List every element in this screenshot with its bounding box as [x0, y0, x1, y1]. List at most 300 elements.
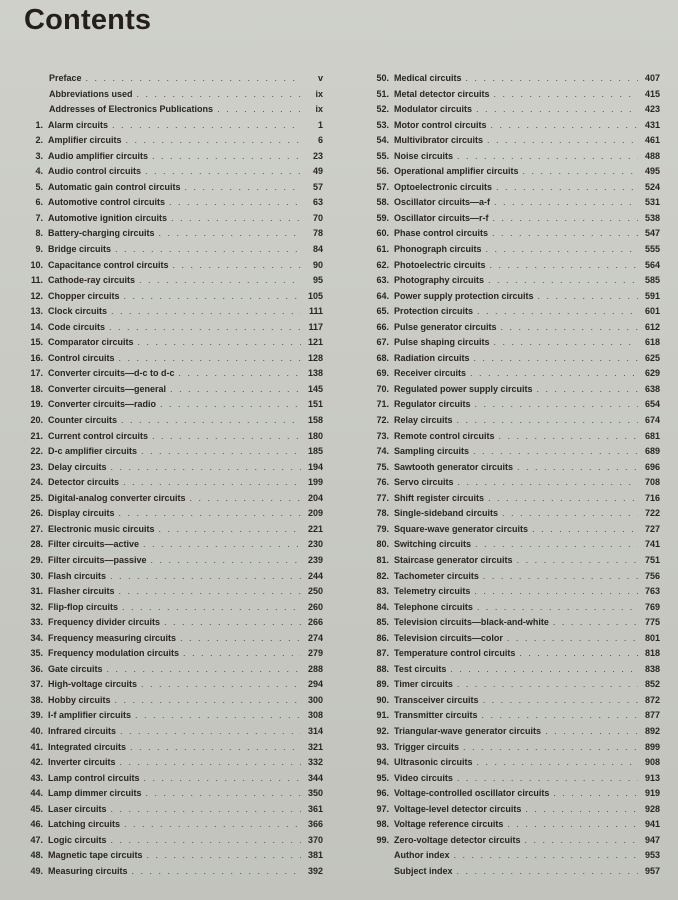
- toc-entry: [18, 537, 323, 553]
- entry-number: 20.: [30, 415, 43, 426]
- entry-title: Abbreviations used: [49, 88, 133, 99]
- entry-page-number: 415: [644, 88, 660, 99]
- toc-entry: [18, 351, 323, 367]
- entry-title: Automotive control circuits: [48, 197, 166, 208]
- entry-number: 13.: [30, 306, 43, 317]
- entry-title: Television circuits—black-and-white: [394, 617, 549, 628]
- entry-page-number: ix: [315, 88, 323, 99]
- entry-number: 42.: [30, 757, 43, 768]
- toc-entry: [18, 631, 323, 647]
- leader-dots: [477, 755, 638, 771]
- leader-dots: [145, 164, 301, 180]
- entry-title: Detector circuits: [48, 477, 120, 488]
- entry-title: Temperature control circuits: [394, 648, 516, 659]
- entry-page-number: 547: [644, 228, 660, 239]
- entry-number: 33.: [30, 617, 43, 628]
- entry-title: Tachometer circuits: [394, 570, 479, 581]
- toc-entry: [18, 133, 323, 149]
- toc-entry: [18, 258, 323, 274]
- entry-title: Protection circuits: [394, 306, 474, 317]
- toc-entry: [364, 553, 660, 569]
- entry-number: 97.: [376, 803, 389, 814]
- leader-dots: [457, 771, 638, 787]
- leader-dots: [169, 195, 301, 211]
- toc-entry: [364, 304, 660, 320]
- entry-title: High-voltage circuits: [48, 679, 138, 690]
- entry-page-number: 84: [312, 244, 323, 255]
- entry-page-number: 531: [644, 197, 660, 208]
- toc-entry: [18, 848, 323, 864]
- toc-entry: [18, 320, 323, 336]
- entry-page-number: 769: [644, 601, 660, 612]
- entry-number: 23.: [30, 461, 43, 472]
- entry-title: Hobby circuits: [48, 694, 111, 705]
- entry-number: 40.: [30, 725, 43, 736]
- leader-dots: [474, 584, 638, 600]
- toc-entry: [18, 460, 323, 476]
- entry-page-number: 95: [312, 275, 323, 286]
- entry-number: 68.: [376, 352, 389, 363]
- leader-dots: [122, 600, 301, 616]
- entry-page-number: 696: [644, 461, 660, 472]
- leader-dots: [120, 755, 301, 771]
- entry-title: Cathode-ray circuits: [48, 275, 136, 286]
- toc-entry: [364, 615, 660, 631]
- entry-page-number: 314: [307, 725, 323, 736]
- entry-page-number: 913: [644, 772, 660, 783]
- toc-entry: [364, 600, 660, 616]
- entry-number: 98.: [376, 819, 389, 830]
- entry-page-number: 947: [644, 834, 660, 845]
- entry-number: 82.: [376, 570, 389, 581]
- entry-title: Subject index: [394, 865, 453, 876]
- entry-number: 6.: [35, 197, 43, 208]
- toc-entry: [364, 522, 660, 538]
- leader-dots: [545, 724, 638, 740]
- toc-entry: [18, 429, 323, 445]
- entry-page-number: ix: [315, 104, 323, 115]
- entry-title: Electronic music circuits: [48, 523, 155, 534]
- toc-entry: [364, 491, 660, 507]
- toc-entry: [364, 864, 660, 880]
- toc-entry: [364, 71, 660, 87]
- entry-title: Flip-flop circuits: [48, 601, 119, 612]
- leader-dots: [190, 491, 301, 507]
- entry-page-number: 288: [307, 663, 323, 674]
- entry-number: 78.: [376, 508, 389, 519]
- entry-title: Clock circuits: [48, 306, 108, 317]
- entry-number: 62.: [376, 259, 389, 270]
- leader-dots: [499, 429, 638, 445]
- toc-entry: [18, 382, 323, 398]
- leader-dots: [164, 615, 301, 631]
- entry-number: 81.: [376, 554, 389, 565]
- entry-page-number: 957: [644, 865, 660, 876]
- entry-page-number: 585: [644, 275, 660, 286]
- entry-number: 14.: [30, 321, 43, 332]
- leader-dots: [138, 335, 301, 351]
- entry-title: Switching circuits: [394, 539, 472, 550]
- leader-dots: [525, 833, 638, 849]
- entry-title: Square-wave generator circuits: [394, 523, 529, 534]
- toc-entry: [364, 273, 660, 289]
- entry-title: Medical circuits: [394, 73, 462, 83]
- entry-title: Delay circuits: [48, 461, 107, 472]
- toc-entry: [18, 786, 323, 802]
- leader-dots: [141, 677, 301, 693]
- leader-dots: [458, 475, 638, 491]
- leader-dots: [475, 397, 638, 413]
- entry-title: Remote control circuits: [394, 430, 495, 441]
- leader-dots: [473, 444, 638, 460]
- toc-entry: [18, 87, 323, 103]
- entry-number: 50.: [376, 73, 389, 83]
- entry-page-number: 344: [307, 772, 323, 783]
- toc-entry: [364, 506, 660, 522]
- leader-dots: [119, 351, 301, 367]
- entry-title: Latching circuits: [48, 819, 121, 830]
- leader-dots: [119, 506, 301, 522]
- leader-dots: [466, 71, 638, 87]
- entry-page-number: 49: [312, 166, 323, 177]
- entry-number: 43.: [30, 772, 43, 783]
- entry-title: Photography circuits: [394, 275, 485, 286]
- leader-dots: [457, 149, 638, 165]
- entry-page-number: 70: [312, 212, 323, 223]
- entry-page-number: 381: [307, 850, 323, 861]
- entry-number: 29.: [30, 554, 43, 565]
- toc-entry: [364, 382, 660, 398]
- entry-page-number: 366: [307, 819, 323, 830]
- entry-title: Preface: [49, 73, 82, 83]
- toc-entry: [18, 740, 323, 756]
- toc-entry: [364, 289, 660, 305]
- entry-title: Motor control circuits: [394, 119, 487, 130]
- entry-number: 84.: [376, 601, 389, 612]
- leader-dots: [179, 366, 301, 382]
- entry-page-number: 423: [644, 104, 660, 115]
- entry-page-number: 138: [307, 368, 323, 379]
- leader-dots: [159, 522, 301, 538]
- entry-page-number: 919: [644, 788, 660, 799]
- toc-entry: [364, 258, 660, 274]
- leader-dots: [124, 289, 301, 305]
- toc-entry: [18, 71, 323, 87]
- contents-column-left: [18, 71, 323, 879]
- entry-page-number: 818: [644, 648, 660, 659]
- leader-dots: [483, 693, 638, 709]
- leader-dots: [183, 646, 301, 662]
- entry-title: Transceiver circuits: [394, 694, 479, 705]
- toc-entry: [18, 802, 323, 818]
- entry-page-number: 199: [307, 477, 323, 488]
- toc-entry: [18, 289, 323, 305]
- entry-number: 26.: [30, 508, 43, 519]
- leader-dots: [151, 553, 301, 569]
- entry-title: Oscillator circuits—r-f: [394, 212, 489, 223]
- entry-page-number: 361: [307, 803, 323, 814]
- entry-number: 64.: [376, 290, 389, 301]
- entry-number: 41.: [30, 741, 43, 752]
- toc-entry: [364, 569, 660, 585]
- toc-entry: [18, 600, 323, 616]
- toc-entry: [18, 615, 323, 631]
- leader-dots: [494, 87, 638, 103]
- toc-entry: [18, 164, 323, 180]
- entry-number: 71.: [376, 399, 389, 410]
- entry-title: Converter circuits—d-c to d-c: [48, 368, 175, 379]
- leader-dots: [119, 584, 301, 600]
- entry-number: 80.: [376, 539, 389, 550]
- toc-entry: [364, 195, 660, 211]
- entry-number: 46.: [30, 819, 43, 830]
- entry-page-number: 838: [644, 663, 660, 674]
- toc-entry: [18, 522, 323, 538]
- entry-number: 85.: [376, 617, 389, 628]
- leader-dots: [143, 537, 301, 553]
- toc-entry: [18, 413, 323, 429]
- entry-page-number: 90: [312, 259, 323, 270]
- entry-title: Test circuits: [394, 663, 447, 674]
- entry-page-number: 591: [644, 290, 660, 301]
- entry-title: Optoelectronic circuits: [394, 181, 493, 192]
- entry-title: Video circuits: [394, 772, 453, 783]
- entry-title: I-f amplifier circuits: [48, 710, 132, 721]
- entry-number: 27.: [30, 523, 43, 534]
- entry-page-number: 78: [312, 228, 323, 239]
- entry-page-number: 872: [644, 694, 660, 705]
- toc-entry: [364, 584, 660, 600]
- entry-title: Infrared circuits: [48, 725, 117, 736]
- leader-dots: [111, 802, 301, 818]
- entry-number: 99.: [376, 834, 389, 845]
- entry-page-number: 708: [644, 477, 660, 488]
- entry-page-number: 63: [312, 197, 323, 208]
- entry-number: 89.: [376, 679, 389, 690]
- entry-number: 24.: [30, 477, 43, 488]
- entry-page-number: 751: [644, 554, 660, 565]
- entry-page-number: 145: [307, 383, 323, 394]
- entry-page-number: 716: [644, 492, 660, 503]
- entry-number: 45.: [30, 803, 43, 814]
- entry-number: 65.: [376, 306, 389, 317]
- leader-dots: [463, 740, 638, 756]
- toc-entry: [18, 506, 323, 522]
- leader-dots: [483, 569, 638, 585]
- entry-title: Chopper circuits: [48, 290, 120, 301]
- entry-title: Voltage-controlled oscillator circuits: [394, 788, 550, 799]
- leader-dots: [141, 444, 301, 460]
- entry-number: 35.: [30, 648, 43, 659]
- entry-number: 44.: [30, 788, 43, 799]
- leader-dots: [109, 320, 301, 336]
- entry-title: Telephone circuits: [394, 601, 473, 612]
- leader-dots: [170, 382, 301, 398]
- entry-title: Author index: [394, 850, 450, 861]
- entry-number: 3.: [35, 150, 43, 161]
- leader-dots: [130, 740, 301, 756]
- entry-number: 59.: [376, 212, 389, 223]
- entry-title: Automotive ignition circuits: [48, 212, 168, 223]
- leader-dots: [107, 662, 301, 678]
- leader-dots: [135, 708, 301, 724]
- entry-number: 11.: [30, 275, 43, 286]
- entry-number: 61.: [376, 244, 389, 255]
- toc-entry: [18, 366, 323, 382]
- toc-entry: [364, 460, 660, 476]
- entry-page-number: 431: [644, 119, 660, 130]
- leader-dots: [477, 304, 638, 320]
- toc-entry: [18, 677, 323, 693]
- entry-number: 47.: [30, 834, 43, 845]
- entry-page-number: 266: [307, 617, 323, 628]
- toc-entry: [364, 226, 660, 242]
- entry-title: Oscillator circuits—a-f: [394, 197, 491, 208]
- leader-dots: [474, 351, 638, 367]
- entry-number: 34.: [30, 632, 43, 643]
- entry-page-number: 250: [307, 586, 323, 597]
- entry-page-number: 629: [644, 368, 660, 379]
- entry-number: 5.: [35, 181, 43, 192]
- entry-title: Alarm circuits: [48, 119, 109, 130]
- entry-title: Receiver circuits: [394, 368, 467, 379]
- toc-entry: [364, 351, 660, 367]
- entry-page-number: 689: [644, 446, 660, 457]
- entry-page-number: 953: [644, 850, 660, 861]
- entry-number: 83.: [376, 586, 389, 597]
- entry-page-number: 194: [307, 461, 323, 472]
- leader-dots: [111, 460, 301, 476]
- toc-entry: [364, 475, 660, 491]
- toc-entry: [18, 569, 323, 585]
- leader-dots: [454, 848, 639, 864]
- entry-title: Magnetic tape circuits: [48, 850, 143, 861]
- entry-page-number: 722: [644, 508, 660, 519]
- entry-number: 9.: [35, 244, 43, 255]
- entry-title: Power supply protection circuits: [394, 290, 534, 301]
- toc-entry: [364, 786, 660, 802]
- entry-title: Logic circuits: [48, 834, 107, 845]
- toc-entry: [18, 708, 323, 724]
- leader-dots: [457, 864, 638, 880]
- entry-title: Counter circuits: [48, 415, 118, 426]
- entry-page-number: 370: [307, 834, 323, 845]
- entry-page-number: 899: [644, 741, 660, 752]
- toc-entry: [18, 149, 323, 165]
- leader-dots: [486, 242, 638, 258]
- entry-title: Phonograph circuits: [394, 244, 482, 255]
- entry-page-number: 321: [307, 741, 323, 752]
- toc-entry: [364, 444, 660, 460]
- entry-number: 58.: [376, 197, 389, 208]
- entry-title: Lamp control circuits: [48, 772, 140, 783]
- entry-page-number: 538: [644, 212, 660, 223]
- leader-dots: [494, 335, 638, 351]
- toc-entry: [18, 864, 323, 880]
- toc-entry: [18, 273, 323, 289]
- toc-entry: [18, 584, 323, 600]
- leader-dots: [132, 864, 301, 880]
- entry-title: D-c amplifier circuits: [48, 446, 138, 457]
- leader-dots: [126, 133, 301, 149]
- leader-dots: [482, 708, 638, 724]
- entry-number: 15.: [30, 337, 43, 348]
- leader-dots: [111, 304, 301, 320]
- entry-title: Phase control circuits: [394, 228, 489, 239]
- entry-number: 30.: [30, 570, 43, 581]
- toc-entry: [364, 413, 660, 429]
- entry-page-number: 941: [644, 819, 660, 830]
- entry-title: Regulated power supply circuits: [394, 383, 533, 394]
- toc-entry: [18, 242, 323, 258]
- leader-dots: [137, 87, 301, 103]
- contents-column-right: [364, 71, 660, 879]
- leader-dots: [493, 211, 638, 227]
- entry-page-number: 638: [644, 383, 660, 394]
- entry-number: 48.: [30, 850, 43, 861]
- entry-page-number: 601: [644, 306, 660, 317]
- leader-dots: [123, 475, 301, 491]
- entry-title: Voltage-level detector circuits: [394, 803, 522, 814]
- entry-title: Servo circuits: [394, 477, 454, 488]
- entry-number: 51.: [376, 88, 389, 99]
- leader-dots: [553, 615, 638, 631]
- entry-title: Filter circuits—active: [48, 539, 140, 550]
- toc-entry: [18, 771, 323, 787]
- toc-entry: [364, 102, 660, 118]
- entry-page-number: 128: [307, 352, 323, 363]
- entry-page-number: 681: [644, 430, 660, 441]
- entry-number: 7.: [35, 212, 43, 223]
- leader-dots: [491, 118, 638, 134]
- leader-dots: [112, 118, 301, 134]
- leader-dots: [475, 537, 638, 553]
- entry-page-number: 23: [312, 150, 323, 161]
- leader-dots: [146, 786, 301, 802]
- entry-number: 32.: [30, 601, 43, 612]
- entry-page-number: 892: [644, 725, 660, 736]
- entry-number: 49.: [30, 865, 43, 876]
- entry-title: Ultrasonic circuits: [394, 757, 473, 768]
- entry-title: Converter circuits—general: [48, 383, 167, 394]
- entry-number: 69.: [376, 368, 389, 379]
- leader-dots: [553, 786, 638, 802]
- entry-title: Laser circuits: [48, 803, 107, 814]
- entry-page-number: 244: [307, 570, 323, 581]
- entry-title: Zero-voltage detector circuits: [394, 834, 521, 845]
- toc-entry: [364, 149, 660, 165]
- leader-dots: [121, 413, 301, 429]
- leader-dots: [147, 848, 301, 864]
- toc-entry: [364, 693, 660, 709]
- leader-dots: [152, 429, 301, 445]
- entry-page-number: 407: [644, 73, 660, 83]
- entry-number: 16.: [30, 352, 43, 363]
- toc-entry: [364, 833, 660, 849]
- entry-number: 38.: [30, 694, 43, 705]
- toc-entry: [364, 802, 660, 818]
- toc-entry: [364, 724, 660, 740]
- toc-entry: [18, 833, 323, 849]
- entry-page-number: v: [317, 73, 323, 83]
- entry-page-number: 204: [307, 492, 323, 503]
- toc-entry: [364, 817, 660, 833]
- entry-title: Gate circuits: [48, 663, 103, 674]
- entry-title: Staircase generator circuits: [394, 554, 513, 565]
- entry-page-number: 908: [644, 757, 660, 768]
- leader-dots: [490, 258, 638, 274]
- entry-title: Noise circuits: [394, 150, 454, 161]
